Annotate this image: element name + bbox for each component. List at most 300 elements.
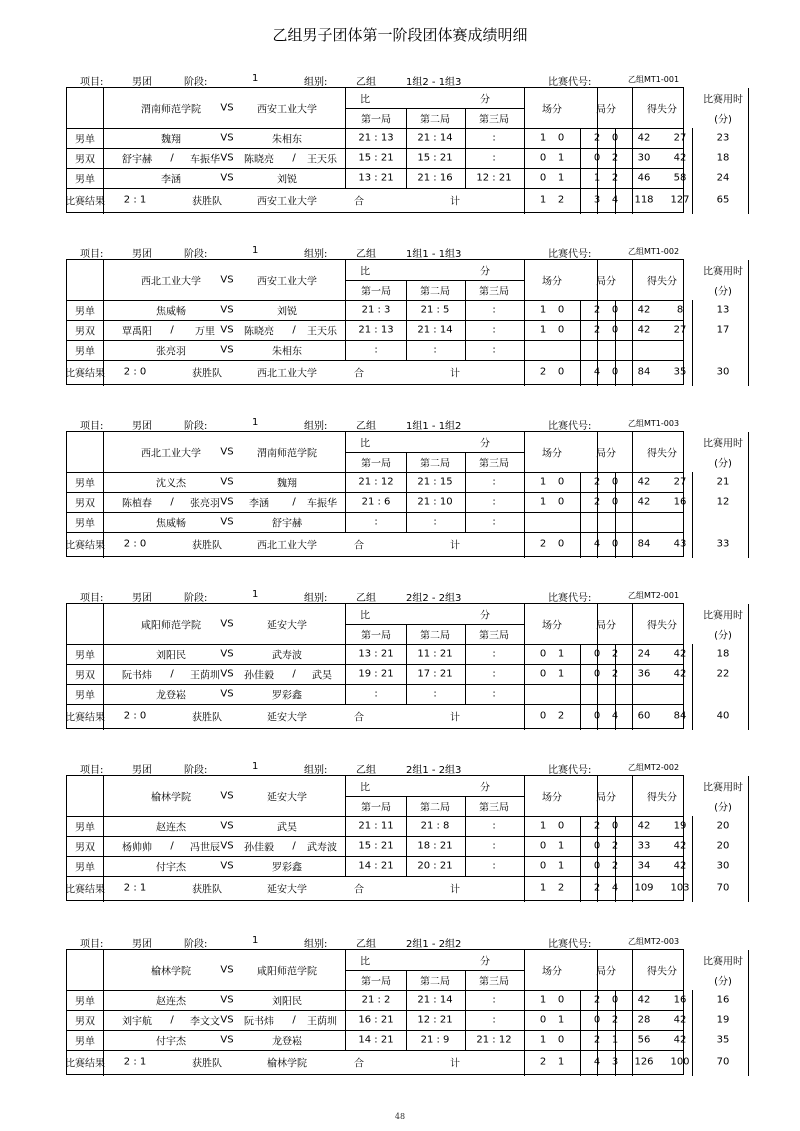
grid-line <box>67 704 683 705</box>
group-label: 组别: <box>304 77 328 88</box>
stage-label: 阶段: <box>184 939 208 950</box>
score-header-fen: 分 <box>480 266 490 278</box>
player-a2: 车振华 <box>190 154 220 166</box>
player-b2: 王天乐 <box>307 326 337 338</box>
stage-label: 阶段: <box>184 249 208 260</box>
grid-line <box>748 950 749 1076</box>
total-game-b: 4 <box>611 194 619 206</box>
total-he: 合 <box>354 884 364 896</box>
grid-line <box>406 970 407 1050</box>
game1-header: 第一局 <box>361 802 391 814</box>
match-point-a: 1 <box>539 994 547 1006</box>
total-ji: 计 <box>450 884 460 896</box>
total-game-a: 4 <box>593 1056 601 1068</box>
group-label: 组别: <box>304 593 328 604</box>
total-game-a: 4 <box>593 538 601 550</box>
game1-score: 15 : 21 <box>358 152 394 164</box>
team-a-name: 渭南师范学院 <box>141 104 201 116</box>
event-type: 男单 <box>75 174 95 186</box>
game1-score: 13 : 21 <box>358 172 394 184</box>
game2-score: : <box>433 344 437 356</box>
total-he: 合 <box>354 1058 364 1070</box>
vs-label: VS <box>220 476 234 488</box>
vs-label: VS <box>220 618 234 630</box>
total-match-a: 1 <box>539 194 547 206</box>
rally-points-header: 得失分 <box>647 276 677 288</box>
vs-label: VS <box>220 324 234 336</box>
player-b1: 魏翔 <box>277 478 297 490</box>
match-point-b: 1 <box>557 668 565 680</box>
duration: 20 <box>716 820 730 832</box>
vs-label: VS <box>220 274 234 286</box>
slash: / <box>170 1014 174 1026</box>
grid-line <box>632 88 633 214</box>
total-match-a: 1 <box>539 882 547 894</box>
grid-line <box>67 360 683 361</box>
player-a1: 赵连杰 <box>156 996 186 1008</box>
vs-label: VS <box>220 304 234 316</box>
stage-value: 1 <box>252 761 259 772</box>
points-lost: 42 <box>673 1014 687 1026</box>
event-type: 男单 <box>75 518 95 530</box>
game-point-b: 0 <box>611 496 619 508</box>
grid-line <box>524 604 525 730</box>
grid-line <box>524 88 525 214</box>
grid-line <box>406 280 407 360</box>
grid-line <box>67 1050 683 1051</box>
grid-line <box>524 260 525 386</box>
duration: 16 <box>716 994 730 1006</box>
team-a-name: 咸阳师范学院 <box>141 620 201 632</box>
game1-score: 21 : 12 <box>358 476 394 488</box>
grid-line <box>748 260 749 386</box>
page-number: 48 <box>394 1112 406 1121</box>
total-points-won: 126 <box>634 1056 654 1068</box>
match-point-a: 0 <box>539 840 547 852</box>
vs-label: VS <box>220 496 234 508</box>
total-match-a: 2 <box>539 366 547 378</box>
game-points-header: 局分 <box>596 104 616 116</box>
match-point-a: 1 <box>539 304 547 316</box>
duration-header: 比赛用时 <box>703 94 743 106</box>
player-a1: 阮书炜 <box>122 670 152 682</box>
team-b-name: 西安工业大学 <box>257 104 317 116</box>
player-b2: 武寿波 <box>307 842 337 854</box>
slash: / <box>292 496 296 508</box>
game1-score: : <box>374 688 378 700</box>
duration-header: 比赛用时 <box>703 438 743 450</box>
total-duration: 70 <box>716 882 730 894</box>
duration: 12 <box>716 496 730 508</box>
grid-line <box>345 624 524 625</box>
group-value: 乙组 <box>356 77 376 88</box>
total-points-won: 84 <box>637 538 651 550</box>
score-header-fen: 分 <box>480 782 490 794</box>
grid-line <box>580 816 581 902</box>
event-value: 男团 <box>132 421 152 432</box>
grid-line <box>632 776 633 902</box>
player-b1: 朱相东 <box>272 134 302 146</box>
result-label: 比赛结果 <box>65 712 105 724</box>
stage-label: 阶段: <box>184 593 208 604</box>
game2-header: 第二局 <box>420 976 450 988</box>
player-a2: 王荫圳 <box>190 670 220 682</box>
grid-line <box>632 432 633 558</box>
match-point-a: 1 <box>539 820 547 832</box>
vs-label: VS <box>220 446 234 458</box>
group-value: 乙组 <box>356 939 376 950</box>
player-a1: 赵连杰 <box>156 822 186 834</box>
match-code: 乙组MT2-002 <box>628 763 680 772</box>
score-header-bi: 比 <box>360 438 370 450</box>
game1-header: 第一局 <box>361 286 391 298</box>
match-info <box>66 758 686 776</box>
grid-line <box>67 128 683 129</box>
total-game-a: 2 <box>593 882 601 894</box>
score-header-bi: 比 <box>360 610 370 622</box>
game3-score: : <box>492 840 496 852</box>
winner-team: 西北工业大学 <box>257 368 317 380</box>
page-title: 乙组男子团体第一阶段团体赛成绩明细 <box>272 26 528 44</box>
total-match-b: 2 <box>557 710 565 722</box>
match-point-b: 0 <box>557 132 565 144</box>
vs-label: VS <box>220 994 234 1006</box>
duration: 17 <box>716 324 730 336</box>
stage-value: 1 <box>252 417 259 428</box>
game3-header: 第三局 <box>479 976 509 988</box>
match-block <box>65 70 743 208</box>
total-ji: 计 <box>450 1058 460 1070</box>
vs-label: VS <box>220 344 234 356</box>
total-he: 合 <box>354 712 364 724</box>
game1-score: : <box>374 516 378 528</box>
points-lost: 16 <box>673 496 687 508</box>
rally-points-header: 得失分 <box>647 966 677 978</box>
game-point-b: 0 <box>611 820 619 832</box>
vs-label: VS <box>220 860 234 872</box>
match-table <box>65 259 743 385</box>
game3-score: : <box>492 304 496 316</box>
stage-value: 1 <box>252 589 259 600</box>
game1-header: 第一局 <box>361 458 391 470</box>
team-a-name: 西北工业大学 <box>141 276 201 288</box>
grid-line <box>632 950 633 1076</box>
score-header-bi: 比 <box>360 266 370 278</box>
match-point-b: 0 <box>557 324 565 336</box>
grid-line <box>692 816 693 902</box>
total-game-b: 0 <box>611 366 619 378</box>
game1-score: 21 : 2 <box>361 994 391 1006</box>
event-type: 男双 <box>75 154 95 166</box>
game3-score: : <box>492 324 496 336</box>
match-info <box>66 932 686 950</box>
points-won: 28 <box>637 1014 651 1026</box>
game3-score: : <box>492 648 496 660</box>
grid-line <box>406 624 407 704</box>
grid-line <box>67 856 683 857</box>
rally-points-header: 得失分 <box>647 792 677 804</box>
grid-line <box>580 990 581 1076</box>
vs-label: VS <box>220 964 234 976</box>
points-lost: 42 <box>673 840 687 852</box>
game-point-b: 2 <box>611 172 619 184</box>
game1-header: 第一局 <box>361 114 391 126</box>
item-label: 项目: <box>80 593 104 604</box>
grid-line <box>345 604 346 704</box>
player-a1: 刘阳民 <box>156 650 186 662</box>
total-he: 合 <box>354 368 364 380</box>
match-block <box>65 932 743 1070</box>
match-table <box>65 949 743 1075</box>
team-score: 2 : 1 <box>123 882 147 894</box>
player-b1: 舒宇赫 <box>272 518 302 530</box>
grid-line <box>465 280 466 360</box>
game2-score: 21 : 15 <box>417 476 453 488</box>
grid-line <box>692 644 693 730</box>
player-b1: 陈晓亮 <box>244 154 274 166</box>
game2-score: 21 : 8 <box>420 820 450 832</box>
points-lost: 16 <box>673 994 687 1006</box>
match-points-header: 场分 <box>542 966 562 978</box>
group-value: 乙组 <box>356 421 376 432</box>
total-duration: 33 <box>716 538 730 550</box>
total-points-lost: 103 <box>670 882 690 894</box>
points-lost: 58 <box>673 172 687 184</box>
grid-line <box>524 776 525 902</box>
game1-score: 15 : 21 <box>358 840 394 852</box>
player-b1: 朱相东 <box>272 346 302 358</box>
total-points-lost: 35 <box>673 366 687 378</box>
game1-score: 21 : 6 <box>361 496 391 508</box>
points-lost: 8 <box>676 304 684 316</box>
player-a1: 沈义杰 <box>156 478 186 490</box>
points-won: 42 <box>637 132 651 144</box>
player-a2: 冯世辰 <box>190 842 220 854</box>
grid-line <box>465 970 466 1050</box>
total-duration: 65 <box>716 194 730 206</box>
score-header-fen: 分 <box>480 610 490 622</box>
team-score: 2 : 0 <box>123 366 147 378</box>
match-table <box>65 431 743 557</box>
slash: / <box>170 668 174 680</box>
match-block <box>65 586 743 724</box>
total-match-a: 0 <box>539 710 547 722</box>
game-point-b: 0 <box>611 304 619 316</box>
points-lost: 42 <box>673 648 687 660</box>
game3-score: 21 : 12 <box>476 1034 512 1046</box>
pairing-value: 1组2 - 1组3 <box>406 77 462 88</box>
game3-header: 第三局 <box>479 802 509 814</box>
code-label: 比赛代号: <box>548 421 592 432</box>
grid-line <box>465 452 466 532</box>
match-points-header: 场分 <box>542 792 562 804</box>
total-he: 合 <box>354 540 364 552</box>
match-point-a: 0 <box>539 648 547 660</box>
player-a1: 付宇杰 <box>156 1036 186 1048</box>
score-header-bi: 比 <box>360 782 370 794</box>
player-b1: 武昊 <box>277 822 297 834</box>
total-game-b: 0 <box>611 538 619 550</box>
grid-line <box>67 512 683 513</box>
game1-header: 第一局 <box>361 976 391 988</box>
group-value: 乙组 <box>356 765 376 776</box>
group-label: 组别: <box>304 939 328 950</box>
player-a1: 焦威畅 <box>156 518 186 530</box>
total-match-b: 2 <box>557 194 565 206</box>
game2-score: : <box>433 516 437 528</box>
match-point-a: 1 <box>539 1034 547 1046</box>
total-points-lost: 127 <box>670 194 690 206</box>
player-a2: 李文文 <box>190 1016 220 1028</box>
match-points-header: 场分 <box>542 276 562 288</box>
total-match-b: 2 <box>557 882 565 894</box>
game3-header: 第三局 <box>479 286 509 298</box>
score-header-fen: 分 <box>480 438 490 450</box>
event-value: 男团 <box>132 249 152 260</box>
grid-line <box>345 452 524 453</box>
player-b1: 龙登崧 <box>272 1036 302 1048</box>
winner-label: 获胜队 <box>192 368 222 380</box>
group-label: 组别: <box>304 249 328 260</box>
game-points-header: 局分 <box>596 792 616 804</box>
winner-team: 延安大学 <box>267 884 307 896</box>
points-won: 34 <box>637 860 651 872</box>
points-won: 42 <box>637 496 651 508</box>
player-b1: 孙佳毅 <box>244 842 274 854</box>
player-a1: 付宇杰 <box>156 862 186 874</box>
score-header-fen: 分 <box>480 94 490 106</box>
team-b-name: 延安大学 <box>267 620 307 632</box>
points-won: 36 <box>637 668 651 680</box>
points-won: 42 <box>637 304 651 316</box>
match-point-b: 0 <box>557 496 565 508</box>
grid-line <box>67 300 683 301</box>
total-ji: 计 <box>450 540 460 552</box>
points-won: 24 <box>637 648 651 660</box>
points-won: 46 <box>637 172 651 184</box>
game-point-a: 2 <box>593 994 601 1006</box>
grid-line <box>748 776 749 902</box>
team-score: 2 : 0 <box>123 710 147 722</box>
grid-line <box>524 950 525 1076</box>
game3-score: : <box>492 1014 496 1026</box>
points-lost: 42 <box>673 1034 687 1046</box>
match-point-b: 1 <box>557 1014 565 1026</box>
points-won: 30 <box>637 152 651 164</box>
vs-label: VS <box>220 132 234 144</box>
game2-score: 21 : 9 <box>420 1034 450 1046</box>
game3-score: : <box>492 688 496 700</box>
player-b1: 罗彩鑫 <box>272 690 302 702</box>
game-point-a: 2 <box>593 1034 601 1046</box>
match-table <box>65 87 743 213</box>
vs-label: VS <box>220 648 234 660</box>
points-lost: 27 <box>673 132 687 144</box>
game-point-b: 1 <box>611 1034 619 1046</box>
total-duration: 70 <box>716 1056 730 1068</box>
match-code: 乙组MT2-001 <box>628 591 680 600</box>
points-lost: 42 <box>673 152 687 164</box>
result-label: 比赛结果 <box>65 368 105 380</box>
player-b1: 刘锐 <box>277 174 297 186</box>
result-label: 比赛结果 <box>65 540 105 552</box>
event-value: 男团 <box>132 765 152 776</box>
game-points-header: 局分 <box>596 276 616 288</box>
game-point-a: 0 <box>593 1014 601 1026</box>
duration-unit: (分) <box>714 286 732 298</box>
winner-team: 西安工业大学 <box>257 196 317 208</box>
winner-label: 获胜队 <box>192 1058 222 1070</box>
game-point-a: 0 <box>593 648 601 660</box>
grid-line <box>67 816 683 817</box>
grid-line <box>67 340 683 341</box>
total-duration: 40 <box>716 710 730 722</box>
total-points-lost: 43 <box>673 538 687 550</box>
rally-points-header: 得失分 <box>647 448 677 460</box>
player-a1: 杨帅帅 <box>122 842 152 854</box>
match-code: 乙组MT1-003 <box>628 419 680 428</box>
winner-label: 获胜队 <box>192 540 222 552</box>
grid-line <box>67 492 683 493</box>
match-point-b: 1 <box>557 840 565 852</box>
game-point-b: 0 <box>611 476 619 488</box>
pairing-value: 2组1 - 2组2 <box>406 939 462 950</box>
match-point-b: 0 <box>557 994 565 1006</box>
event-value: 男团 <box>132 77 152 88</box>
pairing-value: 1组1 - 1组3 <box>406 249 462 260</box>
score-header-fen: 分 <box>480 956 490 968</box>
pairing-value: 2组2 - 2组3 <box>406 593 462 604</box>
total-he: 合 <box>354 196 364 208</box>
match-point-a: 1 <box>539 476 547 488</box>
points-lost: 27 <box>673 476 687 488</box>
player-a1: 魏翔 <box>161 134 181 146</box>
duration-unit: (分) <box>714 802 732 814</box>
event-type: 男单 <box>75 690 95 702</box>
points-lost: 42 <box>673 860 687 872</box>
player-b1: 李涵 <box>249 498 269 510</box>
grid-line <box>67 1010 683 1011</box>
grid-line <box>67 644 683 645</box>
vs-label: VS <box>220 516 234 528</box>
slash: / <box>292 1014 296 1026</box>
total-duration: 30 <box>716 366 730 378</box>
match-code: 乙组MT1-002 <box>628 247 680 256</box>
grid-line <box>67 532 683 533</box>
player-b1: 刘阳民 <box>272 996 302 1008</box>
game3-score: : <box>492 516 496 528</box>
match-point-a: 0 <box>539 172 547 184</box>
match-point-b: 0 <box>557 304 565 316</box>
vs-label: VS <box>220 172 234 184</box>
match-point-b: 1 <box>557 648 565 660</box>
total-game-a: 0 <box>593 710 601 722</box>
player-b1: 陈晓亮 <box>244 326 274 338</box>
team-a-name: 榆林学院 <box>151 792 191 804</box>
event-type: 男单 <box>75 346 95 358</box>
game-point-a: 2 <box>593 496 601 508</box>
stage-value: 1 <box>252 245 259 256</box>
match-points-header: 场分 <box>542 104 562 116</box>
duration: 22 <box>716 668 730 680</box>
player-a1: 陈植春 <box>122 498 152 510</box>
event-type: 男双 <box>75 498 95 510</box>
match-point-b: 0 <box>557 820 565 832</box>
match-point-a: 0 <box>539 152 547 164</box>
game-point-a: 1 <box>593 172 601 184</box>
grid-line <box>406 796 407 876</box>
match-point-a: 0 <box>539 1014 547 1026</box>
